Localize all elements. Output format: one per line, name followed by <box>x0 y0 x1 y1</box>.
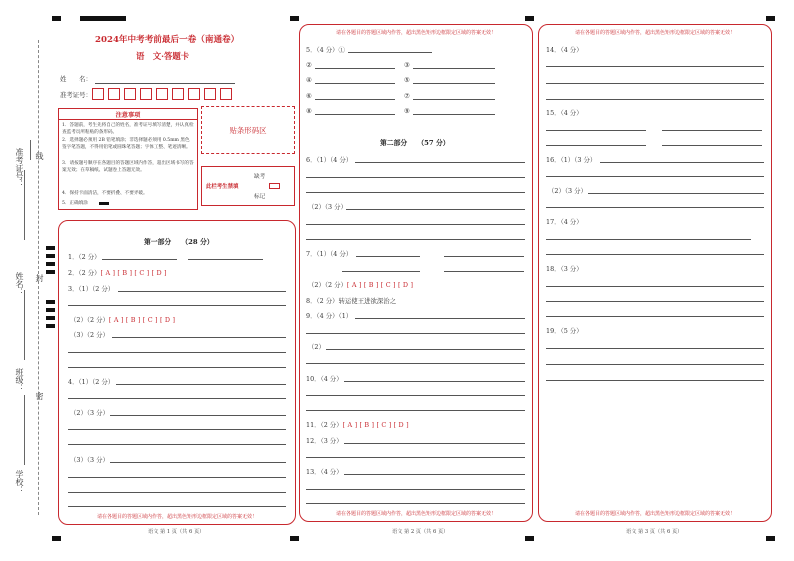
zone-notice: 请在各题目的答题区域内作答，超出黑色矩形边框限定区域的答案无效！ <box>96 514 257 520</box>
q18-label: 18．（3 分） <box>546 265 583 273</box>
answer-line[interactable] <box>600 162 764 163</box>
q4-3-label: （3）（3 分） <box>70 456 109 464</box>
alignment-mark <box>766 16 775 21</box>
q7-2-text: （2）（2 分） <box>308 281 347 289</box>
q17-label: 17．（4 分） <box>546 218 583 226</box>
q5-blank-label-3: ③ <box>404 61 410 69</box>
notice-item-3: 3．请按题号顺序在各题目的答题区域内作答，超出区域书写的答案无效；在草稿纸、试题卷上答题无效。 <box>62 161 194 173</box>
zone-notice: 请在各题目的答题区域内作答，超出黑色矩形边框限定区域的答案无效！ <box>574 30 735 36</box>
exam-id-box[interactable] <box>108 88 120 100</box>
answer-line[interactable] <box>306 503 525 504</box>
side-mark <box>46 324 55 328</box>
side-mark <box>46 246 55 250</box>
binding-solid-line <box>30 140 31 160</box>
q5-blank-label-7: ⑦ <box>404 92 410 100</box>
q1-answer-line[interactable] <box>188 259 263 260</box>
binding-blank <box>24 290 25 360</box>
q11-label <box>306 420 409 429</box>
answer-line[interactable] <box>444 256 524 257</box>
answer-line[interactable] <box>588 193 764 194</box>
answer-line[interactable] <box>546 254 764 255</box>
q5-blank-4[interactable] <box>315 83 395 84</box>
q13-label: 13．（4 分） <box>306 468 343 476</box>
answer-line[interactable] <box>344 381 525 382</box>
q16-2-label: （2）（3 分） <box>548 187 587 195</box>
page-1-footer: 语文 第 1 页（共 6 页） <box>148 529 205 535</box>
binding-name-label: 姓名： <box>15 272 24 296</box>
binding-exam-id-label: 准考证号： <box>15 148 24 188</box>
alignment-mark <box>525 536 534 541</box>
q5-blank-label-6: ⑥ <box>306 92 312 100</box>
q5-blank-label-2: ② <box>306 61 312 69</box>
binding-seal-label: 封 <box>35 274 44 282</box>
notice-divider <box>59 119 197 120</box>
answer-line[interactable] <box>546 83 764 84</box>
q3-1-label: 3．（1）（2 分） <box>68 285 115 293</box>
absent-left-label: 此栏考生禁填 <box>206 184 239 190</box>
answer-line[interactable] <box>662 130 762 131</box>
side-mark <box>46 316 55 320</box>
answer-line[interactable] <box>326 349 525 350</box>
side-mark <box>46 270 55 274</box>
q5-blank-5[interactable] <box>413 83 495 84</box>
answer-panel-page-1 <box>58 220 296 525</box>
binding-class-label: 班级： <box>15 368 24 392</box>
page-2-footer: 语文 第 2 页（共 6 页） <box>392 529 449 535</box>
alignment-mark <box>525 16 534 21</box>
q3-2-text: （2）（2 分） <box>70 316 109 324</box>
q19-label: 19．（5 分） <box>546 327 583 335</box>
exam-id-box[interactable] <box>92 88 104 100</box>
answer-line[interactable] <box>118 291 286 292</box>
q5-blank-2[interactable] <box>315 68 395 69</box>
absent-top-label: 缺考 <box>254 174 266 180</box>
answer-line[interactable] <box>546 316 764 317</box>
q16-1-label: 16．（1）（3 分） <box>546 156 597 164</box>
q3-2-options[interactable]: [ A ] [ B ] [ C ] [ D ] <box>108 316 176 324</box>
q5-blank-7[interactable] <box>413 99 495 100</box>
alignment-mark <box>290 16 299 21</box>
answer-line[interactable] <box>68 477 286 478</box>
q5-blank-1[interactable] <box>348 52 432 53</box>
answer-line[interactable] <box>546 176 764 177</box>
binding-line-label: 线 <box>35 152 44 160</box>
exam-id-box[interactable] <box>220 88 232 100</box>
side-mark <box>46 308 55 312</box>
q5-blank-label-4: ④ <box>306 76 312 84</box>
answer-line[interactable] <box>344 474 525 475</box>
answer-line[interactable] <box>306 410 525 411</box>
answer-line[interactable] <box>444 271 524 272</box>
answer-line[interactable] <box>662 145 762 146</box>
binding-blank <box>24 170 25 240</box>
answer-line[interactable] <box>68 506 286 507</box>
notice-title: 注意事项 <box>115 112 141 119</box>
answer-line[interactable] <box>306 333 525 334</box>
page-title: 2024年中考考前最后一卷（南通卷） <box>95 35 240 45</box>
answer-line[interactable] <box>110 462 286 463</box>
notice-item-1: 1．答题前，考生先将自己的姓名，准考证号填写清楚，并认真检查监考员所粘贴的条形码。 <box>62 123 194 135</box>
zone-notice: 请在各题目的答题区域内作答，超出黑色矩形边框限定区域的答案无效！ <box>335 511 496 517</box>
name-label: 姓 名： <box>60 75 92 83</box>
exam-id-box[interactable] <box>172 88 184 100</box>
q10-label: 10．（4 分） <box>306 375 343 383</box>
q3-3-label: （3）（2 分） <box>70 331 109 339</box>
answer-line[interactable] <box>344 443 525 444</box>
q5-blank-label-9: ⑨ <box>404 107 410 115</box>
part-2-title: 第二部分 （57 分） <box>380 139 450 147</box>
exam-id-boxes[interactable] <box>92 88 242 101</box>
correct-fill-sample <box>99 202 109 205</box>
q5-blank-label-8: ⑧ <box>306 107 312 115</box>
answer-line[interactable] <box>355 318 525 319</box>
answer-line[interactable] <box>68 305 286 306</box>
answer-line[interactable] <box>546 66 764 67</box>
answer-line[interactable] <box>346 209 525 210</box>
q15-label: 15．（4 分） <box>546 109 583 117</box>
q1-label: 1．（2 分） <box>68 253 101 261</box>
answer-line[interactable] <box>306 489 525 490</box>
q1-answer-line[interactable] <box>102 259 177 260</box>
answer-line[interactable] <box>546 301 764 302</box>
notice-item-4: 4．保持卡面清洁，不要折叠、不要弄破。 <box>62 191 148 196</box>
q5-blank-3[interactable] <box>413 68 495 69</box>
answer-line[interactable] <box>68 352 286 353</box>
absent-bottom-label: 标记 <box>254 194 266 200</box>
q2-options[interactable]: [ A ] [ B ] [ C ] [ D ] <box>100 269 167 277</box>
q8-label: 8．（2 分）转运使王进欲深治之 <box>306 297 397 305</box>
side-mark <box>46 262 55 266</box>
answer-line[interactable] <box>116 384 286 385</box>
answer-line[interactable] <box>68 367 286 368</box>
answer-line[interactable] <box>546 364 764 365</box>
answer-line[interactable] <box>355 162 525 163</box>
answer-line[interactable] <box>546 380 764 381</box>
name-field[interactable] <box>95 83 235 84</box>
notice-box <box>58 108 198 210</box>
q9-2-label: （2） <box>308 343 325 351</box>
answer-line[interactable] <box>546 99 764 100</box>
answer-line[interactable] <box>306 457 525 458</box>
q5-blank-6[interactable] <box>315 99 395 100</box>
q6-1-label: 6．（1）（4 分） <box>306 156 353 164</box>
barcode-area <box>201 106 295 154</box>
alignment-mark <box>52 536 61 541</box>
answer-line[interactable] <box>306 177 525 178</box>
answer-line[interactable] <box>68 429 286 430</box>
answer-line[interactable] <box>306 192 525 193</box>
binding-blank <box>24 395 25 465</box>
zone-notice: 请在各题目的答题区域内作答，超出黑色矩形边框限定区域的答案无效！ <box>574 511 735 517</box>
q12-label: 12．（3 分） <box>306 437 343 445</box>
q6-2-label: （2）（3 分） <box>308 203 347 211</box>
alignment-mark <box>766 536 775 541</box>
binding-school-label: 学校： <box>15 470 24 494</box>
exam-id-box[interactable] <box>140 88 152 100</box>
zone-notice: 请在各题目的答题区域内作答，超出黑色矩形边框限定区域的答案无效！ <box>335 30 496 36</box>
q5-label: 5．（4 分）① <box>306 46 345 54</box>
exam-id-box[interactable] <box>156 88 168 100</box>
q4-2-label: （2）（3 分） <box>70 409 109 417</box>
answer-line[interactable] <box>546 239 751 240</box>
barcode-label: 贴条形码区 <box>229 126 267 135</box>
answer-line[interactable] <box>68 492 286 493</box>
alignment-mark <box>80 16 126 21</box>
absent-box <box>201 166 295 206</box>
answer-line[interactable] <box>546 130 646 131</box>
exam-id-box[interactable] <box>188 88 200 100</box>
q11-options[interactable]: [ A ] [ B ] [ C ] [ D ] <box>342 421 409 429</box>
exam-id-label: 准考证号： <box>60 91 92 99</box>
answer-line[interactable] <box>306 395 525 396</box>
answer-line[interactable] <box>110 415 286 416</box>
answer-line[interactable] <box>306 363 525 364</box>
q5-blank-9[interactable] <box>413 114 495 115</box>
notice-item-2: 2．选择题必须用 2B 铅笔填涂；非选择题必须用 0.5mm 黑色签字笔答题，不得用铅笔或圆珠笔答题；字体工整、笔迹清晰。 <box>62 138 191 150</box>
answer-line[interactable] <box>68 398 286 399</box>
q2-label <box>68 268 167 277</box>
q7-1-label: 7．（1）（4 分） <box>306 250 353 258</box>
answer-line[interactable] <box>546 207 764 208</box>
absent-checkbox[interactable] <box>269 183 280 189</box>
page-subtitle: 语 文·答题卡 <box>136 51 190 61</box>
answer-line[interactable] <box>546 145 646 146</box>
alignment-mark <box>290 536 299 541</box>
binding-dense-label: 密 <box>35 392 44 400</box>
answer-line[interactable] <box>306 224 525 225</box>
exam-id-box[interactable] <box>204 88 216 100</box>
q7-2-label <box>308 280 413 289</box>
answer-line[interactable] <box>342 271 420 272</box>
q11-text: 11．（2 分） <box>306 421 343 429</box>
side-mark <box>46 300 55 304</box>
answer-line[interactable] <box>68 444 286 445</box>
page-3-footer: 语文 第 3 页（共 6 页） <box>626 529 683 535</box>
notice-item-5: 5．正确填涂 <box>62 201 88 206</box>
q9-1-label: 9．（4 分）（1） <box>306 312 353 320</box>
side-mark <box>46 254 55 258</box>
part-1-title: 第一部分 （28 分） <box>144 238 214 246</box>
q3-2-label <box>70 315 175 324</box>
answer-line[interactable] <box>546 348 764 349</box>
answer-line[interactable] <box>546 286 764 287</box>
answer-line[interactable] <box>306 239 525 240</box>
q7-2-options[interactable]: [ A ] [ B ] [ C ] [ D ] <box>346 281 414 289</box>
answer-line[interactable] <box>112 337 286 338</box>
alignment-mark <box>52 16 61 21</box>
exam-id-box[interactable] <box>124 88 136 100</box>
q5-blank-8[interactable] <box>315 114 395 115</box>
q2-text: 2．（2 分） <box>68 269 101 277</box>
q5-blank-label-5: ⑤ <box>404 76 410 84</box>
q14-label: 14．（4 分） <box>546 46 583 54</box>
q4-1-label: 4．（1）（2 分） <box>68 378 115 386</box>
answer-line[interactable] <box>356 256 420 257</box>
